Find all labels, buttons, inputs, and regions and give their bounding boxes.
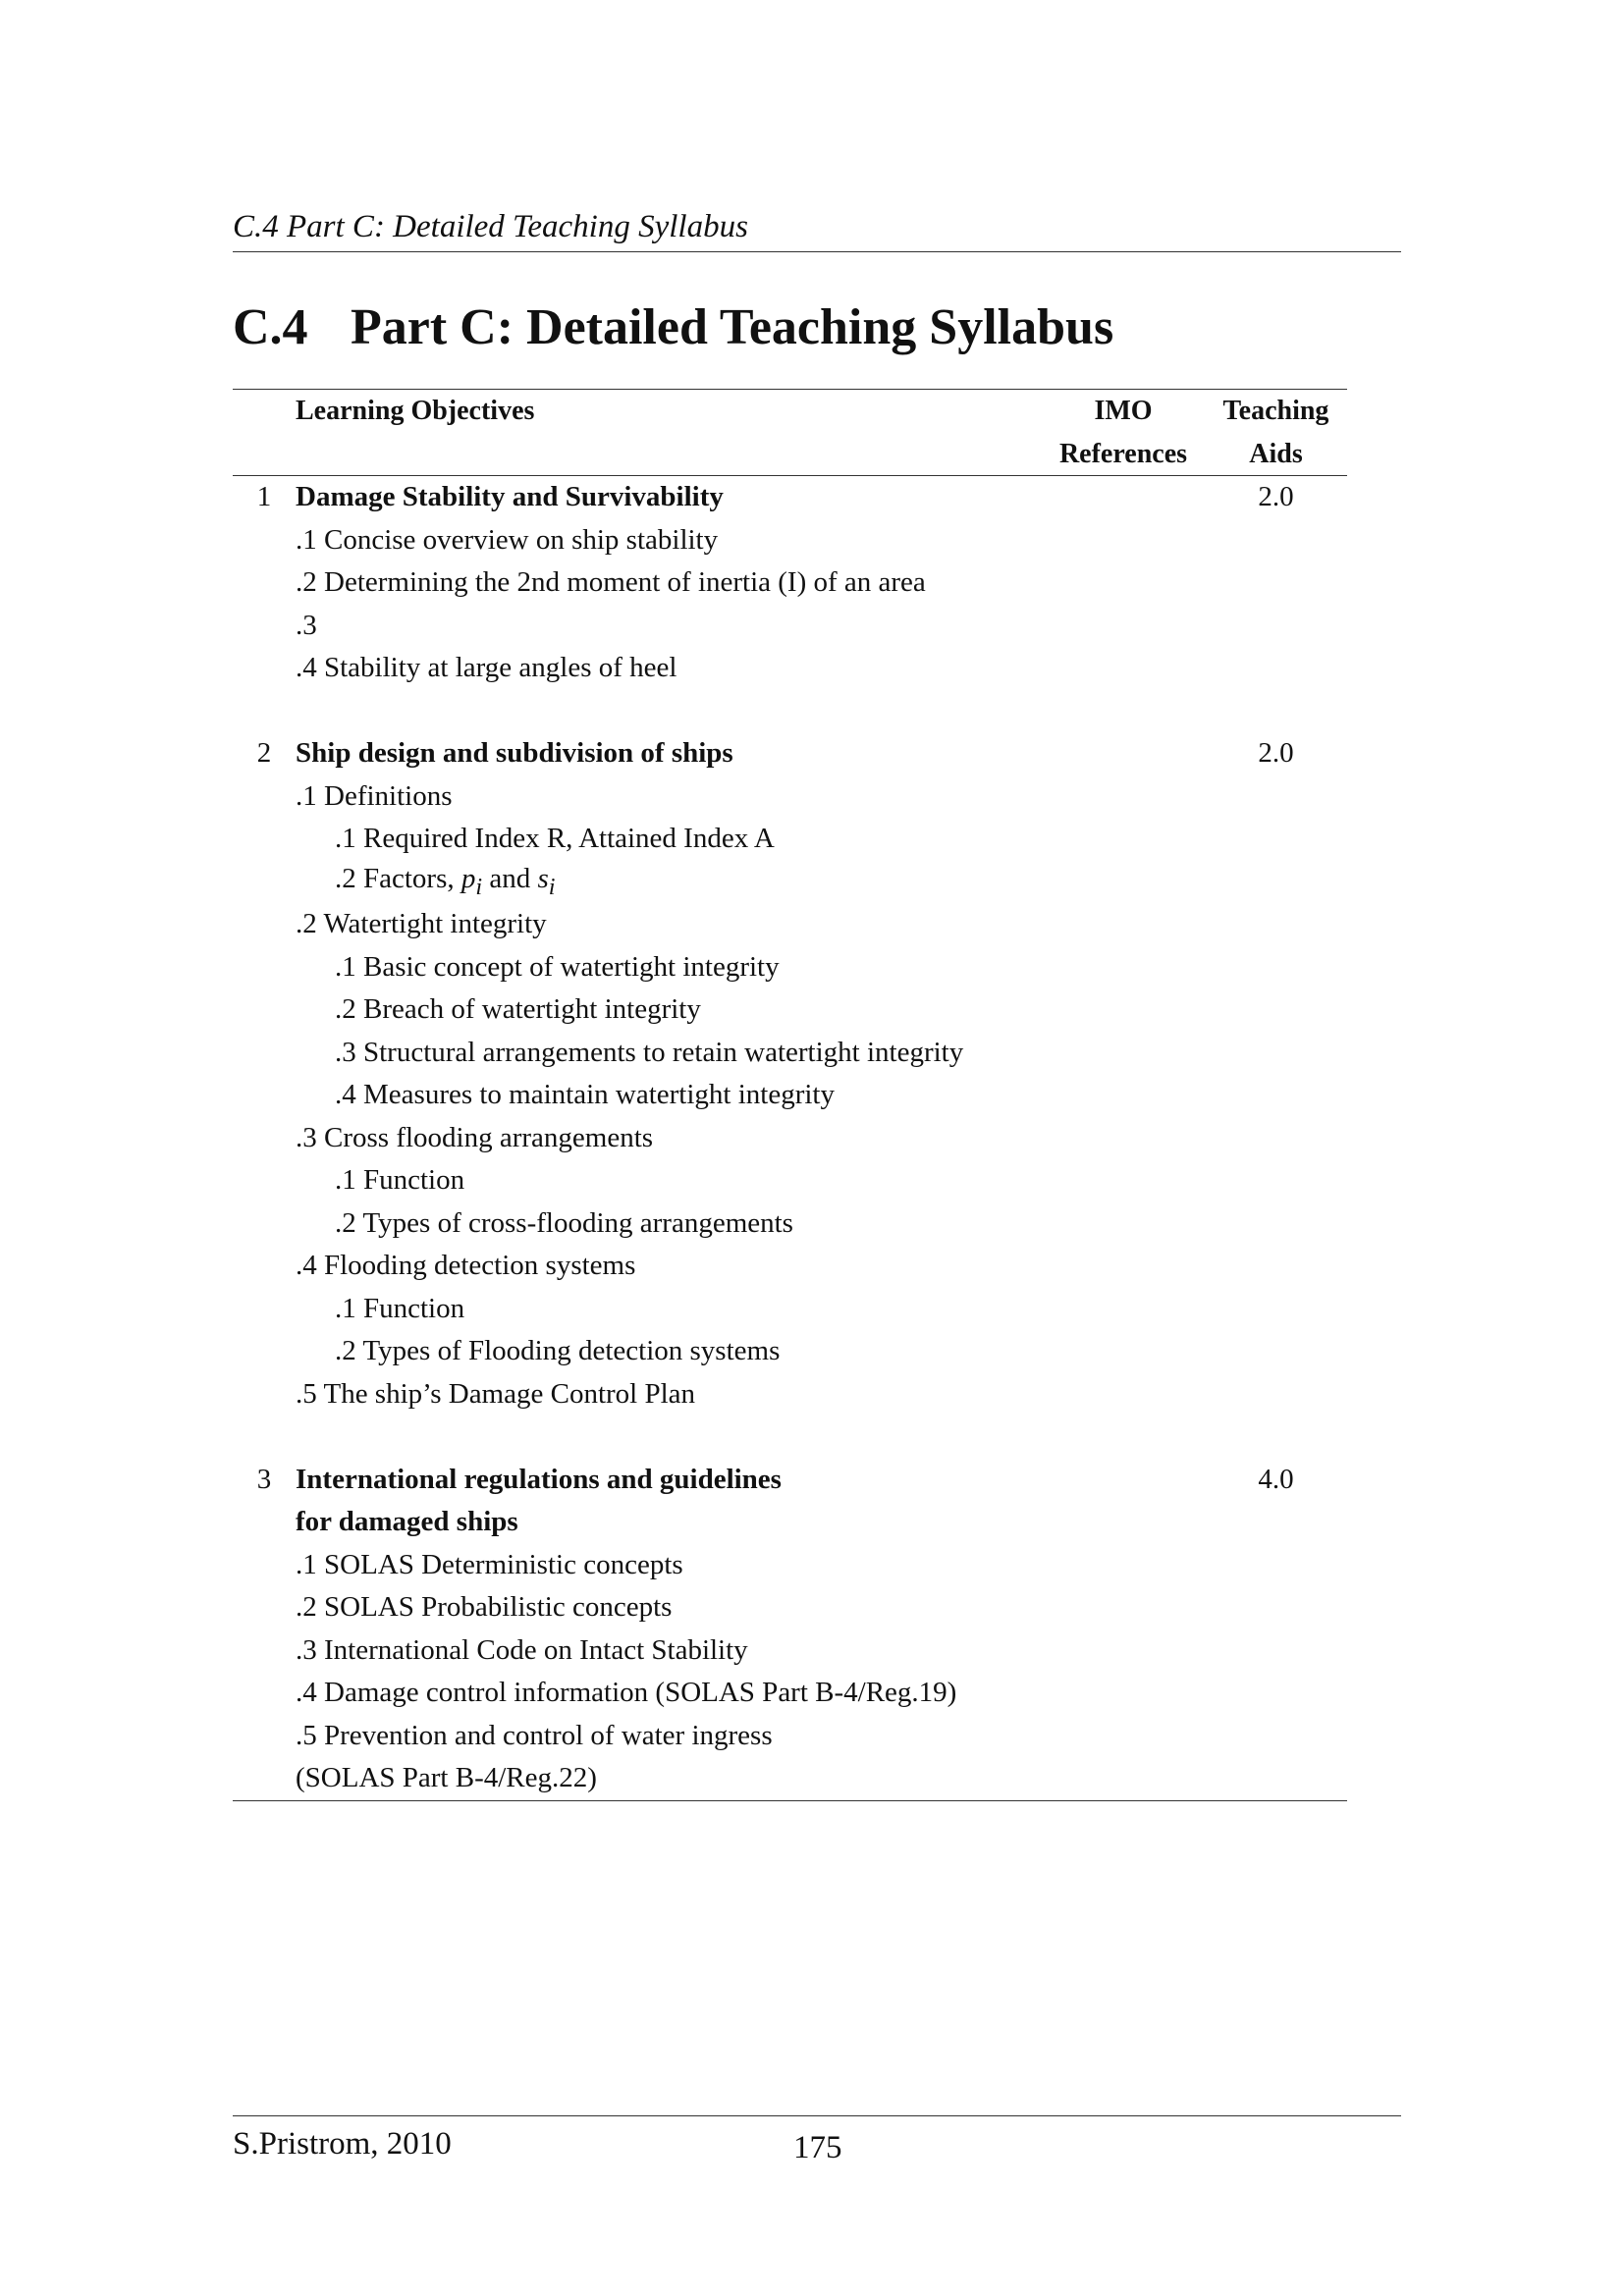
table-row: [233, 1159, 1347, 1202]
table-row: [233, 1715, 1347, 1758]
list-item: .1 Basic concept of watertight integrity: [335, 950, 780, 983]
section-2-number: 2: [256, 737, 272, 770]
table-row: [233, 1586, 1347, 1629]
header-learning-objectives: Learning Objectives: [296, 396, 535, 426]
running-header: [233, 204, 1401, 252]
list-item: .5 The ship’s Damage Control Plan: [296, 1377, 696, 1410]
section-3-aids: 4.0: [1258, 1463, 1294, 1495]
list-item: .2 Watertight integrity: [296, 908, 547, 940]
section-3-number: 3: [256, 1463, 272, 1495]
table-row: [233, 1459, 1347, 1502]
list-item: .2 Breach of watertight integrity: [335, 993, 701, 1026]
table-row: [233, 1245, 1347, 1288]
list-item: .5 Prevention and control of water ingress: [296, 1719, 773, 1751]
list-item: .2 Determining the 2nd moment of inertia (I) of an area: [296, 566, 926, 599]
header-teaching-aids: Teaching Aids: [1222, 396, 1329, 469]
list-item-factors: .2 Factors, $p_i$ and $s_i$: [335, 862, 556, 900]
table-row: [233, 1629, 1347, 1673]
table-row: [233, 519, 1347, 562]
section-2-aids: 2.0: [1258, 737, 1294, 770]
list-item: .2 Types of cross-flooding arrangements: [335, 1206, 793, 1239]
section-3-title-line2: for damaged ships: [296, 1506, 518, 1538]
table-row: [233, 1330, 1347, 1373]
list-item: .4 Stability at large angles of heel: [296, 652, 677, 684]
list-item: (SOLAS Part B-4/Reg.22): [296, 1762, 597, 1794]
table-row: [233, 903, 1347, 946]
table-header-row: [233, 390, 1347, 476]
list-item: .4 Flooding detection systems: [296, 1250, 636, 1282]
table-row: [233, 732, 1347, 775]
list-item: .2 Types of Flooding detection systems: [335, 1335, 781, 1367]
table-row: [233, 818, 1347, 861]
table-row: [233, 647, 1347, 690]
list-item: .3: [296, 609, 317, 641]
table-row: [233, 1373, 1347, 1416]
table-row: [233, 476, 1347, 519]
table-row: [233, 861, 1347, 904]
list-item: .3 Cross flooding arrangements: [296, 1121, 654, 1153]
footer-author: S.Pristrom, 2010: [233, 2126, 452, 2162]
running-header-title: C.4 Part C: Detailed Teaching Syllabus: [233, 209, 748, 244]
table-row: [233, 1672, 1347, 1715]
table-row: [233, 1288, 1347, 1331]
table-row: [233, 1501, 1347, 1544]
section-1-aids: 2.0: [1258, 481, 1294, 513]
table-row: [233, 1032, 1347, 1075]
list-item: .4 Measures to maintain watertight integrity: [335, 1079, 835, 1111]
table-row: [233, 1202, 1347, 1246]
table-row: [233, 1117, 1347, 1160]
list-item: .1 Function: [335, 1164, 465, 1197]
section-1-title: Damage Stability and Survivability: [296, 481, 724, 513]
list-item: .1 Required Index R, Attained Index A: [335, 823, 775, 855]
section-number: C.4: [233, 299, 308, 355]
table-row: [233, 1544, 1347, 1587]
list-item: .1 Concise overview on ship stability: [296, 523, 719, 556]
list-item: .2 SOLAS Probabilistic concepts: [296, 1591, 673, 1624]
page-number: 175: [793, 2130, 842, 2165]
list-item: .3 Structural arrangements to retain watertight integrity: [335, 1036, 964, 1068]
table-row: [233, 988, 1347, 1032]
list-item: .1 Function: [335, 1292, 465, 1324]
list-item: .3 International Code on Intact Stability: [296, 1633, 748, 1666]
section-1-number: 1: [256, 481, 272, 513]
table-row: [233, 605, 1347, 648]
page-footer: [233, 2115, 1401, 2165]
table-row: [233, 1074, 1347, 1117]
header-imo-references: IMO References: [1058, 396, 1188, 469]
list-item: .1 Definitions: [296, 779, 453, 812]
table-row: [233, 1757, 1347, 1800]
table-row: [233, 561, 1347, 605]
table-row: [233, 946, 1347, 989]
list-item: .4 Damage control information (SOLAS Part B-4/Reg.19): [296, 1677, 957, 1709]
section-title: [233, 294, 1113, 361]
syllabus-table: [233, 389, 1347, 1801]
section-2-title: Ship design and subdivision of ships: [296, 737, 733, 770]
list-item: .1 SOLAS Deterministic concepts: [296, 1548, 683, 1580]
section-3-title-line1: International regulations and guidelines: [296, 1463, 782, 1495]
section-title-text: Part C: Detailed Teaching Syllabus: [351, 299, 1114, 355]
table-row: [233, 775, 1347, 819]
